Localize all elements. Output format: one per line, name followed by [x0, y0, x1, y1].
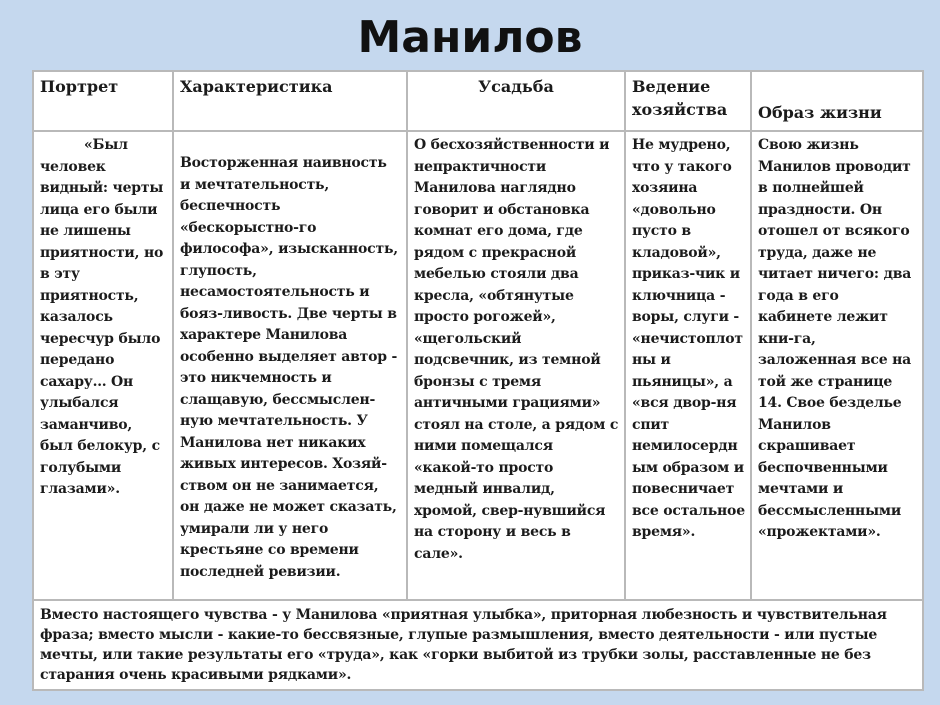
header-lifestyle: Образ жизни [751, 71, 923, 131]
table-row [33, 131, 923, 600]
cell-lifestyle: Свою жизнь Манилов проводит в полнейшей праздности. Он отошел от всякого труда, даже не читает ничего: два года в его кабинете лежит кни-га, заложенная все на той же странице 14. Свое безделье Манилов скрашивает беспочвенными мечтами и бессмысленными «прожектами». [751, 131, 923, 600]
header-estate: Усадьба [407, 71, 625, 131]
header-economy: Ведение хозяйства [625, 71, 751, 131]
characteristics-table [32, 70, 924, 691]
table-summary-row [33, 600, 923, 690]
summary-cell: Вместо настоящего чувства - у Манилова «приятная улыбка», приторная любезность и чувствительная фраза; вместо мысли - какие-то бессвязные, глупые размышления, вместо деятельности - или пустые мечты, или такие результаты его «труда», как «горки выбитой из трубки золы, расставленные не без старания очень красивыми рядками». [33, 600, 923, 690]
header-portrait: Портрет [33, 71, 173, 131]
cell-estate: О бесхозяйственности и непрактичности Манилова наглядно говорит и обстановка комнат его дома, где рядом с прекрасной мебелью стояли два кресла, «обтянутые просто рогожей», «щегольский подсвечник, из темной бронзы с тремя античными грациями» стоял на столе, а рядом с ними помещался «какой-то просто медный инвалид, хромой, свер-нувшийся на сторону и весь в сале». [407, 131, 625, 600]
table-header-row [33, 71, 923, 131]
cell-character: Восторженная наивность и мечтательность, беспечность «бескорыстно-го философа», изысканность, глупость, несамостоятельность и бояз-ливость. Две черты в характере Манилова особенно выделяет автор - это никчемность и слащавую, бессмыслен-ную мечтательность. У Манилова нет никаких живых интересов. Хозяй-ством он не занимается, он даже не может сказать, умирали ли у него крестьяне со времени последней ревизии. [173, 131, 407, 600]
page-title: Манилов [357, 12, 583, 63]
cell-portrait: «Был человек видный: черты лица его были не лишены приятности, но в эту приятность, казалось чересчур было передано сахару… Он улыбался заманчиво, был белокур, с голубыми глазами». [33, 131, 173, 600]
header-character: Характеристика [173, 71, 407, 131]
cell-economy: Не мудрено, что у такого хозяина «довольно пусто в кладовой», приказ-чик и ключница - воры, слуги - «нечистоплот ны и пьяницы», а «вся двор-ня спит немилосердн ым образом и повесничает все остальное время». [625, 131, 751, 600]
